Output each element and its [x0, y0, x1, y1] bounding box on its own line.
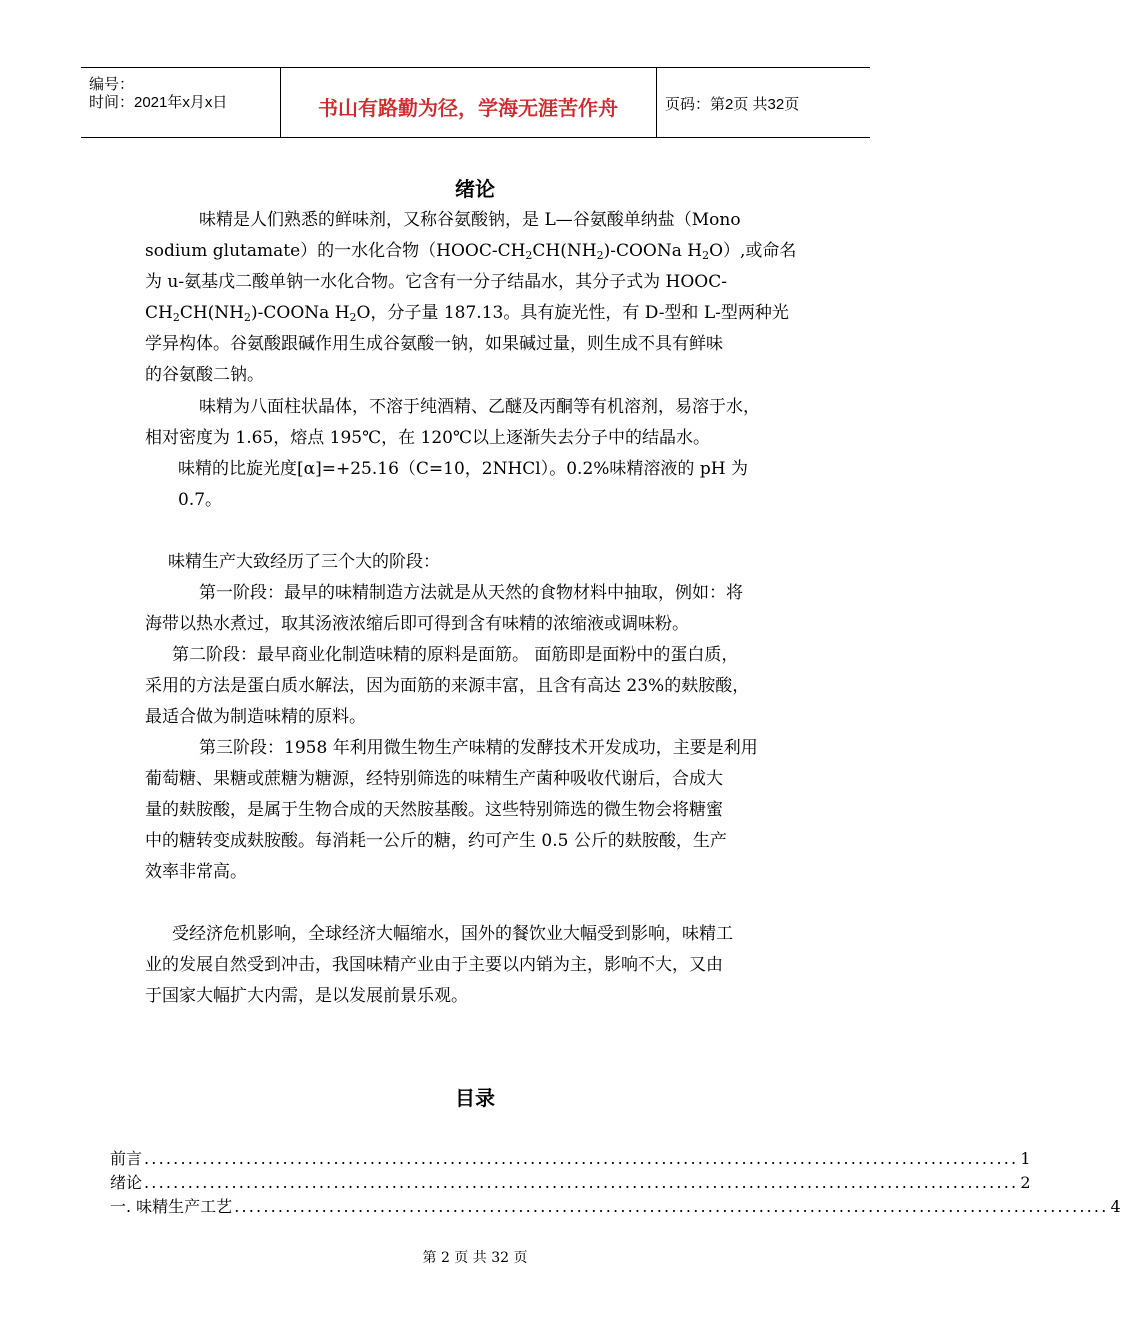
- text-line: 第二阶段：最早商业化制造味精的原料是面筋。 面筋即是面粉中的蛋白质，: [172, 645, 739, 665]
- intro-title: 绪论: [455, 179, 495, 201]
- text-line: 味精为八面柱状晶体，不溶于纯酒精、乙醚及丙酮等有机溶剂，易溶于水，: [199, 397, 761, 417]
- stages-intro: [168, 547, 818, 578]
- toc-entry-label: 前言: [110, 1149, 143, 1168]
- toc-entry-page: 4: [1110, 1197, 1121, 1216]
- text-line: 海带以热水煮过，取其汤液浓缩后即可得到含有味精的浓缩液或调味粉。: [145, 614, 689, 634]
- text-line: 相对密度为 1.65，熔点 195℃，在 120℃以上逐渐失去分子中的结晶水。: [145, 428, 710, 448]
- header-page-cell: [657, 68, 870, 137]
- text-line: 中的糖转变成麸胺酸。每消耗一公斤的糖，约可产生 0.5 公斤的麸胺酸，生产: [145, 831, 727, 851]
- toc-leader-dots: ........................................................................................................................: [144, 1149, 1019, 1168]
- document-header: [81, 67, 870, 138]
- stage-2-paragraph: [145, 640, 835, 733]
- stage-3-paragraph: [145, 733, 825, 888]
- text-line: 味精生产大致经历了三个大的阶段：: [168, 552, 440, 572]
- text-line: 采用的方法是蛋白质水解法，因为面筋的来源丰富，且含有高达 23%的麸胺酸，: [145, 676, 750, 696]
- page-footer: 第 2 页 共 32 页: [422, 1250, 528, 1266]
- toc-entry-label: 绪论: [110, 1173, 143, 1192]
- toc-entry-page: 2: [1020, 1173, 1031, 1192]
- text-line: 学异构体。谷氨酸跟碱作用生成谷氨酸一钠，如果碱过量，则生成不具有鲜味: [145, 334, 723, 354]
- header-motto: 书山有路勤为径，学海无涯苦作舟: [318, 98, 618, 120]
- stage-1-paragraph: [145, 578, 825, 640]
- text-line: 最适合做为制造味精的原料。: [145, 707, 366, 727]
- text-line: 量的麸胺酸，是属于生物合成的天然胺基酸。这些特别筛选的微生物会将糖蜜: [145, 800, 723, 820]
- toc-entry-label: 一. 味精生产工艺: [110, 1197, 233, 1216]
- toc-entry[interactable]: [110, 1170, 1031, 1194]
- intro-paragraph-3: [178, 454, 818, 516]
- toc-leader-dots: ........................................................................................................................: [144, 1173, 1019, 1192]
- text-line: $CH_2CH(NH_2)$-COONa $H_2O$，分子量 187.13。具有旋光性，有 D-型和 L-型两种光: [145, 303, 789, 324]
- toc-title: 目录: [455, 1088, 495, 1110]
- text-line: 0.7。: [178, 490, 223, 510]
- intro-paragraph-1: [145, 205, 825, 391]
- text-line: 的谷氨酸二钠。: [145, 365, 264, 385]
- intro-paragraph-2: [145, 392, 825, 454]
- text-line: 为 u-氨基戊二酸单钠一水化合物。它含有一分子结晶水，其分子式为 HOOC-: [145, 272, 727, 292]
- page-code: 页码：第2页 共32页: [665, 96, 800, 113]
- header-info-cell: [81, 68, 281, 137]
- outlook-paragraph: [145, 919, 835, 1012]
- toc-leader-dots: ........................................................................................................................: [234, 1197, 1109, 1216]
- doc-date: 时间：2021年x月x日: [89, 94, 228, 111]
- header-motto-cell: [280, 68, 657, 137]
- toc-entry[interactable]: [110, 1146, 1031, 1170]
- text-line: 第一阶段：最早的味精制造方法就是从天然的食物材料中抽取，例如：将: [199, 583, 744, 603]
- toc-entry[interactable]: [110, 1194, 1121, 1218]
- toc-entry-page: 1: [1020, 1149, 1031, 1168]
- doc-number-label: 编号：: [89, 76, 135, 93]
- text-line: 葡萄糖、果糖或蔗糖为糖源，经特别筛选的味精生产菌种吸收代谢后，合成大: [145, 769, 723, 789]
- text-line: sodium glutamate）的一水化合物（$HOOC-CH_2CH(NH_2)$-COONa $H_2O$）,或命名: [145, 241, 797, 262]
- text-line: 受经济危机影响，全球经济大幅缩水，国外的餐饮业大幅受到影响，味精工: [172, 924, 734, 944]
- text-line: 效率非常高。: [145, 862, 247, 882]
- text-line: 第三阶段：1958 年利用微生物生产味精的发酵技术开发成功，主要是利用: [199, 738, 758, 758]
- text-line: 味精是人们熟悉的鲜味剂，又称谷氨酸钠，是 L—谷氨酸单纳盐（Mono: [199, 210, 741, 230]
- text-line: 味精的比旋光度[α]=+25.16（C=10，2NHCl）。0.2%味精溶液的 pH 为: [178, 459, 748, 479]
- text-line: 业的发展自然受到冲击，我国味精产业由于主要以内销为主，影响不大，又由: [145, 955, 723, 975]
- text-line: 于国家大幅扩大内需，是以发展前景乐观。: [145, 986, 468, 1006]
